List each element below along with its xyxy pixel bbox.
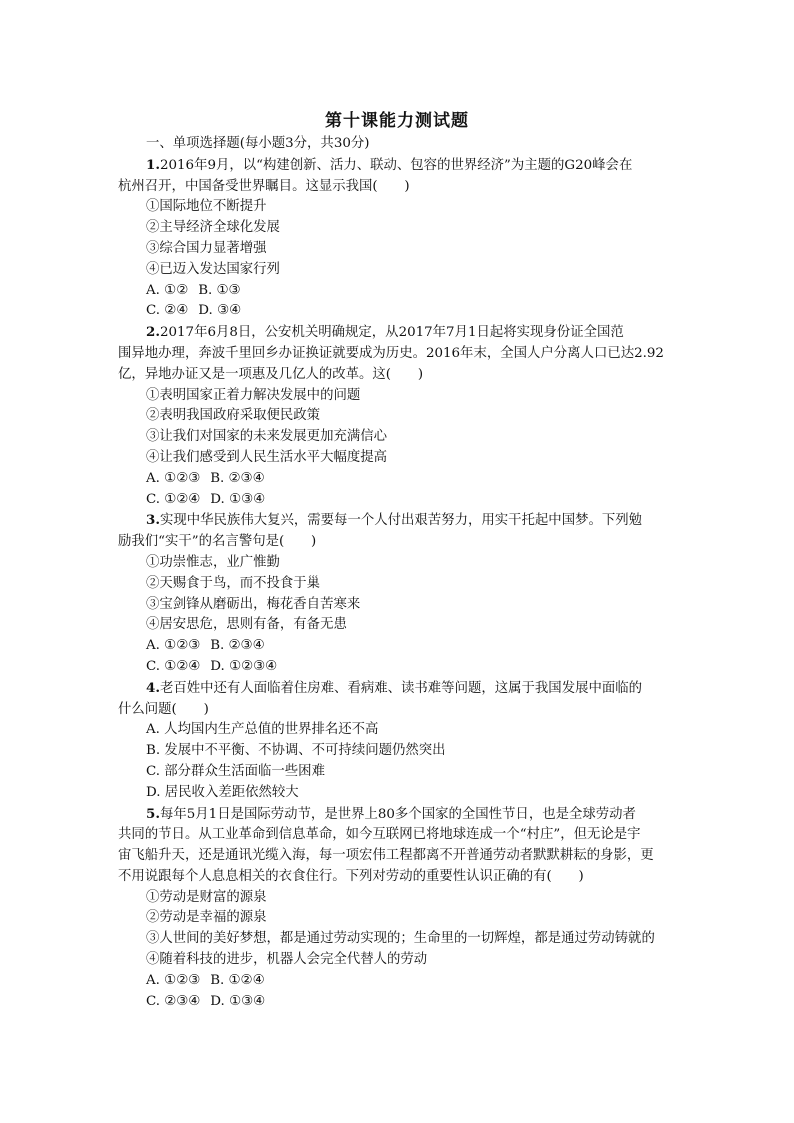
option-item: ①国际地位不断提升 — [146, 199, 267, 215]
answer-choices — [118, 992, 678, 1013]
option-item: D. 居民收入差距依然较大 — [146, 784, 299, 800]
answer-choices — [118, 490, 678, 511]
question-text-line: 杭州召开，中国备受世界瞩目。这显示我国( ) — [118, 178, 410, 194]
option-item: ②劳动是幸福的源泉 — [146, 910, 267, 926]
answer-choice: B. ②③④ — [210, 470, 265, 486]
question-1 — [118, 155, 678, 322]
answer-choice: C. ②③④ — [146, 993, 201, 1009]
question-text-line: 不用说跟每个人息息相关的衣食住行。下列对劳动的重要性认识正确的有( ) — [118, 868, 584, 884]
question-text: 2016年9月，以“构建创新、活力、联动、包容的世界经济”为主题的G20峰会在 — [159, 157, 633, 173]
option-item: ④居安思危，思则有备，有备无患 — [146, 617, 347, 633]
answer-choices — [118, 657, 678, 678]
question-3 — [118, 510, 678, 677]
answer-choice: C. ①②④ — [146, 658, 201, 674]
answer-choice: A. ①② — [146, 282, 189, 298]
answer-choice: A. ①②③ — [146, 638, 201, 654]
section-heading: 一、单项选择题(每小题3分，共30分) — [146, 136, 370, 151]
question-text-line: 宙飞船升天，还是通讯光缆入海，每一项宏伟工程都离不开普通劳动者默默耕耘的身影，更 — [118, 848, 654, 864]
question-2 — [118, 322, 678, 510]
answer-choice: D. ①②③④ — [210, 658, 278, 674]
answer-choice: B. ①③ — [198, 282, 241, 298]
answer-choice: B. ②③④ — [210, 638, 265, 654]
page-title: 第十课能力测试题 — [325, 111, 469, 131]
answer-choices — [118, 469, 678, 490]
option-item: ②主导经济全球化发展 — [146, 220, 280, 236]
question-number: 5. — [146, 805, 160, 822]
question-number: 1. — [146, 156, 160, 173]
question-number: 3. — [146, 512, 160, 529]
question-content — [118, 134, 678, 1012]
question-text: 每年5月1日是国际劳动节，是世界上80多个国家的全国性节日，也是全球劳动者 — [159, 806, 636, 822]
question-4 — [118, 678, 678, 804]
question-text: 2017年6月8日，公安机关明确规定，从2017年7月1日起将实现身份证全国范 — [159, 325, 624, 341]
question-text-line: 亿，异地办证又是一项惠及几亿人的改革。这( ) — [118, 366, 424, 382]
answer-choices — [118, 971, 678, 992]
answer-choices — [118, 301, 678, 322]
question-number: 2. — [146, 324, 160, 341]
answer-choice: B. ①②④ — [210, 972, 265, 988]
answer-choices — [118, 636, 678, 657]
option-item: ④让我们感受到人民生活水平大幅度提高 — [146, 449, 388, 465]
option-item: ②天赐食于鸟，而不投食于巢 — [146, 575, 321, 591]
question-text-line: 围异地办理，奔波千里回乡办证换证就要成为历史。2016年末，全国人户分离人口已达2.92 — [118, 345, 664, 361]
question-text-line — [118, 510, 678, 532]
question-text-line — [118, 804, 678, 826]
answer-choice: D. ①③④ — [210, 993, 266, 1009]
option-item: ③综合国力显著增强 — [146, 240, 267, 256]
question-text-line: 共同的节日。从工业革命到信息革命，如今互联网已将地球连成一个“村庄”，但无论是宇 — [118, 827, 641, 843]
answer-choice: A. ①②③ — [146, 972, 201, 988]
answer-choice: D. ③④ — [198, 303, 242, 319]
option-item: B. 发展中不平衡、不协调、不可持续问题仍然突出 — [146, 743, 446, 759]
option-item: A. 人均国内生产总值的世界排名还不高 — [146, 722, 379, 738]
question-text: 实现中华民族伟大复兴，需要每一个人付出艰苦努力，用实干托起中国梦。下列勉 — [159, 513, 643, 529]
question-text-line: 什么问题( ) — [118, 701, 209, 717]
question-text-line — [118, 155, 678, 177]
answer-choice: D. ①③④ — [210, 491, 266, 507]
question-text: 老百姓中还有人面临着住房难、看病难、读书难等问题，这属于我国发展中面临的 — [159, 680, 643, 696]
option-item: ①劳动是财富的源泉 — [146, 889, 267, 905]
answer-choice: C. ①②④ — [146, 491, 201, 507]
option-item: ①功崇惟志，业广惟勤 — [146, 554, 280, 570]
option-item: ①表明国家正着力解决发展中的问题 — [146, 387, 361, 403]
question-text-line — [118, 322, 678, 344]
option-item: C. 部分群众生活面临一些困难 — [146, 763, 325, 779]
option-item: ③人世间的美好梦想，都是通过劳动实现的；生命里的一切辉煌，都是通过劳动铸就的 — [146, 931, 655, 947]
option-item: ②表明我国政府采取便民政策 — [146, 408, 321, 424]
option-item: ③宝剑锋从磨砺出，梅花香自苦寒来 — [146, 596, 361, 612]
option-item: ④随着科技的进步，机器人会完全代替人的劳动 — [146, 952, 428, 968]
question-number: 4. — [146, 679, 160, 696]
question-5 — [118, 804, 678, 1013]
question-text-line — [118, 678, 678, 700]
answer-choice: A. ①②③ — [146, 470, 201, 486]
option-item: ④已迈入发达国家行列 — [146, 261, 280, 277]
question-text-line: 励我们“实干”的名言警句是( ) — [118, 534, 317, 550]
option-item: ③让我们对国家的未来发展更加充满信心 — [146, 429, 388, 445]
answer-choice: C. ②④ — [146, 303, 189, 319]
answer-choices — [118, 281, 678, 302]
